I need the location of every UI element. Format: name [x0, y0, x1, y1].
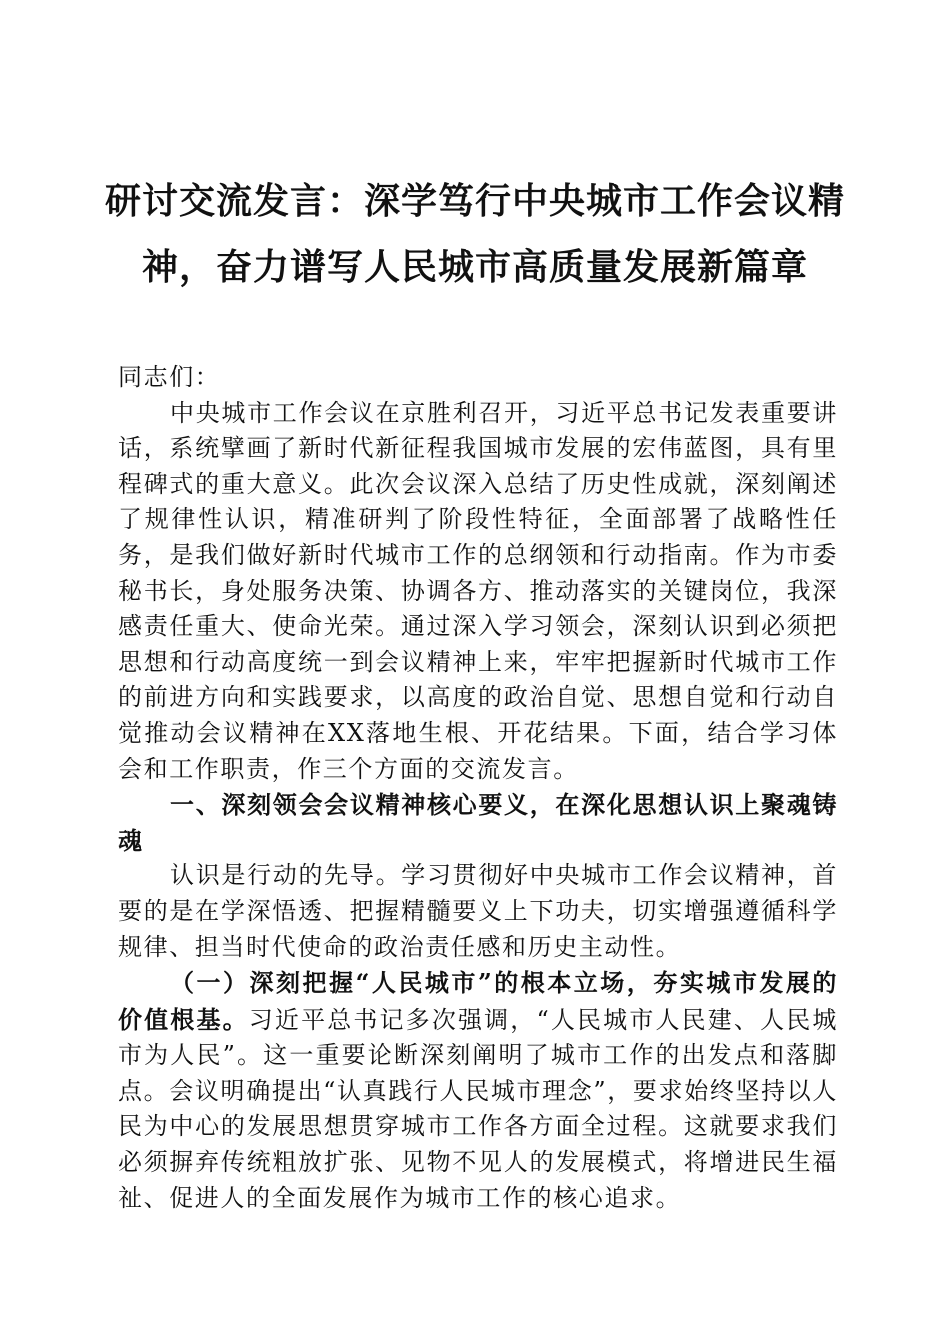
- subsection-text: 习近平总书记多次强调，“人民城市人民建、人民城市为人民”。这一重要论断深刻阐明了城市工作的出发点和落脚点。会议明确提出“认真践行人民城市理念”，要求始终坚持以人民为中心的发展思想贯穿城市工作各方面全过程。这就要求我们必须摒弃传统粗放扩张、见物不见人的发展模式，将增进民生福祉、促进人的全面发展作为城市工作的核心追求。: [118, 1005, 838, 1212]
- subsection-heading: （一）深刻把握“人民城市”的根本立场，夯实城市发展的价值根基。: [118, 968, 838, 1034]
- document-title: 研讨交流发言：深学笃行中央城市工作会议精神，奋力谱写人民城市高质量发展新篇章: [104, 180, 845, 288]
- section-paragraph: 认识是行动的先导。学习贯彻好中央城市工作会议精神，首要的是在学深悟透、把握精髓要义上下功夫，切实增强遵循科学规律、担当时代使命的政治责任感和历史主动性。: [118, 861, 838, 961]
- salutation: 同志们：: [118, 363, 221, 391]
- document-body: [118, 360, 838, 1216]
- intro-paragraph: 中央城市工作会议在京胜利召开，习近平总书记发表重要讲话，系统擘画了新时代新征程我国城市发展的宏伟蓝图，具有里程碑式的重大意义。此次会议深入总结了历史性成就，深刻阐述了规律性认识，精准研判了阶段性特征，全面部署了战略性任务，是我们做好新时代城市工作的总纲领和行动指南。作为市委秘书长，身处服务决策、协调各方、推动落实的关键岗位，我深感责任重大、使命光荣。通过深入学习领会，深刻认识到必须把思想和行动高度统一到会议精神上来，牢牢把握新时代城市工作的前进方向和实践要求，以高度的政治自觉、思想自觉和行动自觉推动会议精神在XX落地生根、开花结果。下面，结合学习体会和工作职责，作三个方面的交流发言。: [118, 398, 838, 783]
- subsection-paragraph: [118, 965, 838, 1216]
- section-heading: 一、深刻领会会议精神核心要义，在深化思想认识上聚魂铸魂: [118, 790, 838, 855]
